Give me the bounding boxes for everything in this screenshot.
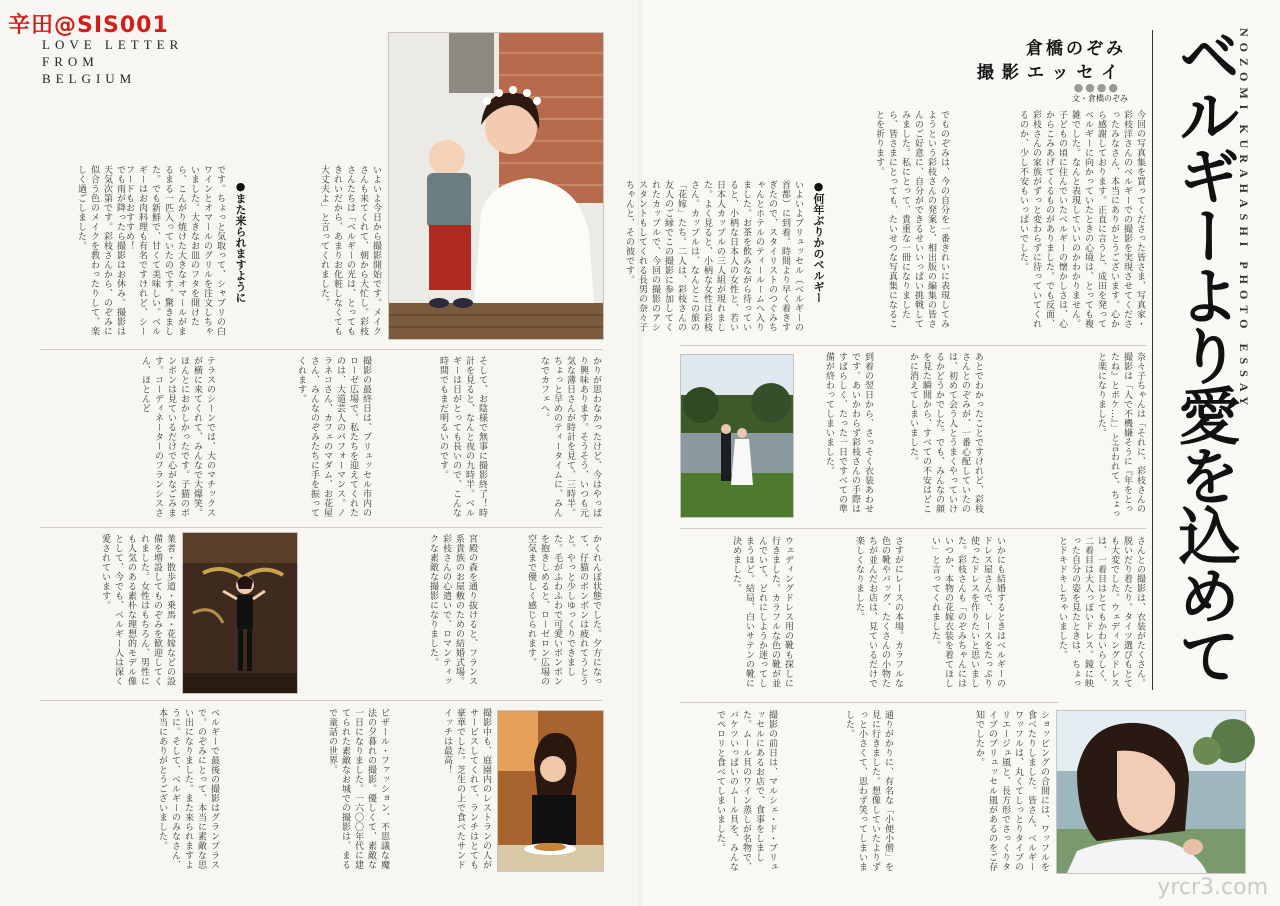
text-col-r8: いかにも結婚するときはベルギーのドレス屋さんで、レースをたっぷり使ったドレスを作りたいと思いました。彩枝さんも「のぞみちゃんにはいつか、本物の花嫁衣装を着てほしい」と言ってくれました。 (930, 536, 1005, 688)
text-col-l10: 宮殿の森を通り抜けると、フランス系貴族のお屋敷のための結婚式場。彩枝さんの心遣いで、ロマンティックな素敵な撮影になりました。 (428, 534, 477, 686)
heading-nannenburi: ●何年ぶりかのベルギー (812, 180, 825, 303)
photo-woman-dining (497, 710, 604, 872)
english-title-line-3: BELGIUM (42, 71, 137, 86)
text-col-l7: かりが思わなかったけど、今はやっぱり興味あります。そうそう、いつも元気な薄日さんが時計を見て、三時半。ちょっと早めのティータイムに、みんなでカフェへ。 (539, 356, 601, 518)
text-col-r13: 通りがかりに、有名な「小便小僧」を見に行きました。想像していたよりずっと小さくて、思わず笑ってしまいました。 (844, 710, 893, 872)
photo-woman-black-dress (182, 532, 298, 694)
heading-mata-korare: ●また来られますように (234, 180, 247, 303)
text-col-l9: そして、お陰様で無事に撮影終了！時計を見ると、なんと夜の九時半。ベルギーは日がとっても長いので、こんな時間でもまだ明るいのです。 (438, 356, 487, 518)
text-col-l1: いよいよ今日から撮影開始です。メイクさんも来てくれて、朝から大忙し。彩枝さんたちは「ベルギーの光は、とってもきれいだから、あまりお化粧しなくても大丈夫よ」と言ってくれました。 (319, 165, 381, 336)
text-col-r11: ウェディングドレス用の靴も探しに行きました。カラフルな色の靴が並んでいて、どれにしようか迷ってしまうほど。結局、白いサテンの靴に決めました。 (731, 536, 793, 688)
watermark-top: 辛田@SIS001 (8, 13, 169, 38)
english-title (42, 36, 183, 87)
text-col-l4: 撮影の最終日は、ブリュッセル市内のローゼ広場で。私たちを迎えてくれたのは、大道芸人のパフォーマンス。ノラネコさん、カフェのマダム、お花屋さん、みんなのぞみたちに手を振ってくれます。 (296, 356, 371, 518)
text-col-l13: 撮影中も、庭園内のレストランの人がサービスしてくれて、ランチはとても豪華でした。芝生の上で食べたサンドイッチは最高！ (442, 708, 491, 870)
text-col-l12: 業者・散歩道・乗馬・花嫁などの設備を増設してものぞみを歓迎してくれました。女性はもちろん、男性にも人気のある素朴な理想的モデル像として、今でも、ベルギー人は深く愛されています。 (100, 534, 175, 686)
text-col-r15: 撮影の前日は、マルシェ・ド・ブリュッセルにあるお店で、食事をしました。ムール貝のワイン蒸しが名物で、バケツいっぱいのムール貝を、みんなでペロリと食べてしまいました。 (715, 710, 777, 872)
divider-left-3 (40, 700, 602, 701)
english-title-line-2: FROM (42, 54, 99, 69)
photo-bride-with-baby (388, 32, 604, 340)
watermark-bottom: yrcr3.com (1157, 875, 1268, 900)
essay-title: 撮影エッセイ (976, 63, 1126, 83)
byline: 文・倉橋のぞみ (1072, 94, 1128, 103)
author-title: 倉橋のぞみ (1026, 39, 1126, 59)
text-col-l6: テラスのシーンでは、大のマチックスが横に来てくれて、みんなで大爆笑。ほんとにおかしかったです。子猫のボンボンは見ているだけで心がなごみます。コーディネーターのフランシスさん、ほとんど (140, 356, 215, 518)
text-col-l15: ベルギーで最後の撮影はグランプラスで。のぞみにとって、本当に素敵な思い出になりました。また来られますように。そして、ベルギーのみなさん、本当にありがとうございました。 (157, 708, 219, 870)
divider-right-3 (680, 702, 1058, 703)
english-title-line-1: LOVE LETTER (42, 37, 184, 52)
text-col-r2: でものぞみは、今の自分を一番きれいに表現してみようという彩枝さんの発案と、相出版の編集の皆さんのご好意に、自分ができるせいいっぱい挑戦してみました。私にとって、貴重な一冊になりましたら、皆さまにとっても、たいせつな写真集になることを祈ります。 (874, 110, 949, 329)
divider-left-1 (40, 349, 602, 350)
text-col-r5: あとでわかったことですけれど、彩枝さんとのぞみが、一番心配していたのは、初めて会う人とうまくやっていけるかどうかでした。でも、みんなの顔を見た瞬間から、すべての不安はどこかに消えてしまいました。 (908, 352, 983, 514)
title-dots: ●●●● (1073, 81, 1120, 94)
text-col-r6: 到着の翌日から、さっそく衣装あわせです。あいかわらず彩枝さんの手際はすばらしく、たった一日ですべての準備が終わってしまいました。 (824, 352, 873, 514)
photo-woman-lakeside-profile (1056, 710, 1246, 874)
divider-right-1 (680, 345, 1146, 346)
text-col-r14: ショッピングの合間には、ワッフルを食べたりしました。皆さん、ベルギーワッフルは、丸くてしっとりタイプのリエージュ風と、長方形でさっくりタイプのブリュッセル風があるのをご存知でしたか。 (974, 710, 1049, 872)
text-col-r10: さすがにレースの本場。カラフルな色の靴やバッグ、たくさんの小物たちが並んだお店は、見ているだけで楽しくなりました。 (854, 536, 903, 688)
text-col-r3: いよいよブリュッセル（ベルギーの首都）に到着。時間より早く着きすぎたので、スタイリストのつぐみちゃんとホテルのティールームへ入りました。お茶を飲みながら待っていると、小柄な日本人の女性と、若い日本人カップルの三人組が現れました。よく見ると、小柄な女性は彩枝さん。カップルは、なんとこの旅の「花嫁」たち。二人は、彩枝さんの友人のご縁でこの撮影に参加してくれたカップルで、今回の撮影のアシスタントもしてくれる長男の奈々子ちゃんと、その彼です。 (624, 180, 803, 332)
romaji-title: NOZOMI KURAHASHI PHOTO ESSAY (1237, 28, 1251, 412)
divider-right-2 (680, 528, 1146, 529)
text-col-l14: ビザール・ファッション、不思議な魔法の夕暮れの撮影。優しくて、素敵な一日になりました。一六〇〇年代に建てられた素敵なお城での撮影は、まるで童話の世界。 (327, 708, 389, 870)
title-rule (1152, 30, 1153, 690)
text-col-l11: かくれんぼ状態でした。夕方になって、仔猫のボンボンは疲れてうとうと。やっと少しゆっくりできました。毛がふわふわで可愛いボンボンを抱きしめると、ローゼロン広場の空気まで優しく感じられます。 (526, 534, 601, 686)
photo-couple-by-lake (680, 354, 794, 518)
text-col-r7: さんとの撮影は、衣装がたくさん。脱いだり着たり。タイツ選びもとても大変でした。ウェディングドレスは、一着目はとてもかわいらしく、二着目は大人っぽいドレス。鏡に映った自分の姿を見たときは、ちょっとドキドキしちゃいました。 (1057, 536, 1145, 688)
text-col-l2: でも雨が降ったら撮影はお休み。撮影は天気次第です。彩枝さんから、のぞみに似合う色のメイクを教わったりして、楽しく過ごしました。 (76, 165, 125, 336)
text-col-r4: 奈々子ちゃんは「それに、彩枝さんの撮影は「人で不機嫌そうに『年をとったね』とボケ…』」と言われて、ちょっと楽になりました。 (1096, 352, 1145, 519)
page-gutter (638, 0, 642, 906)
text-col-r1: 今回の写真集を買ってくださった皆さま、写真家・彩枝洋さんのベルギーでの撮影を実現させてくださったみなさん、本当にありがとうございます。心から感謝しております。正直に言うと、成田を発ってベルギーに向かっていたときの心境は、とっても複雑でした。なんと表現していいのかわかりません。子どもの頃に住んでいたベルギーの懐かしさは、心からこみあげてくるものがありました。でも反面、彩枝さんの家族がずっと変わらずに待っていてくれるのか、少し不安もいっぱいでした。 (1018, 110, 1145, 329)
text-col-l3: です。ちょっと気取って、シャブリの白ワインとオマールのグリルを注文しちゃいました。大きなお皿のフタを開けたら、こんがり焼けた大きなオマールがまるまる一匹入っていたのです。驚きました。でも新鮮で、甘くて美味しい。ベルギーはお肉料理も有名ですけれど、シーフードもおすすめ！ (124, 165, 225, 336)
divider-left-2 (40, 527, 602, 528)
main-title: ベルギーより愛を込めて (1168, 24, 1241, 684)
